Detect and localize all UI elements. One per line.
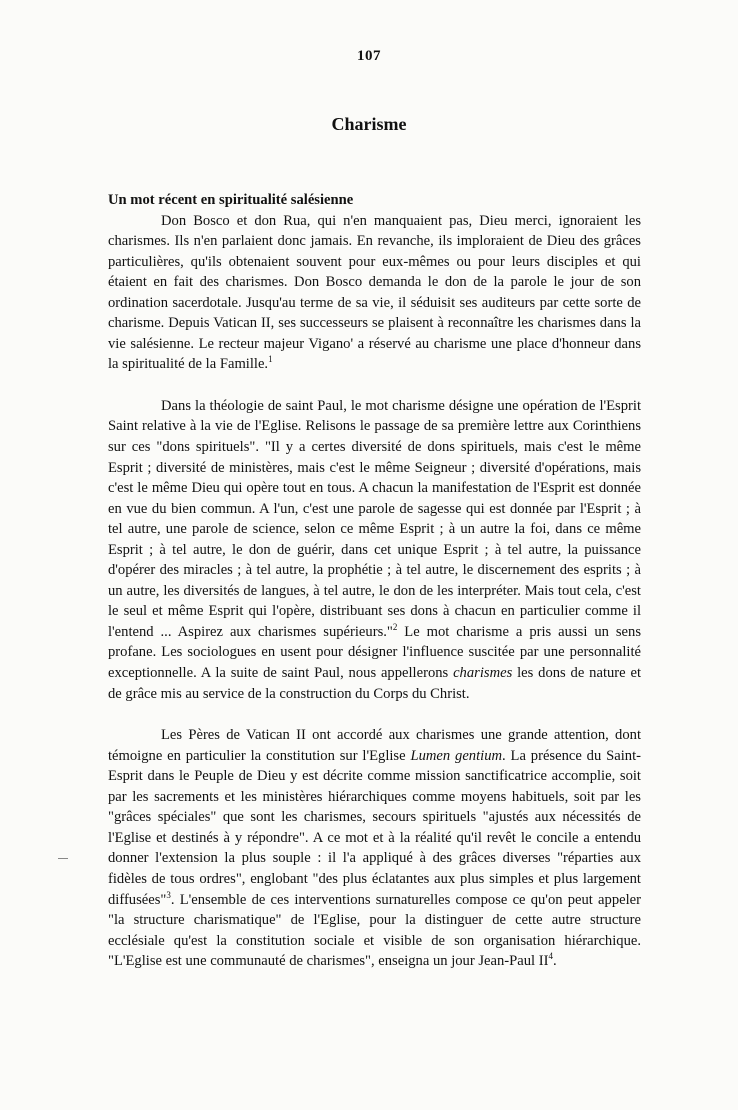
paragraph-3-text-d: . [552, 953, 557, 970]
footnote-ref-3: 3 [166, 889, 171, 900]
chapter-title: Charisme [331, 114, 407, 134]
paragraph-2-text-c: les dons de nature et de grâce mis au service de la construction du Corps du Christ. [108, 665, 642, 702]
page-number: 107 [357, 48, 381, 64]
paragraph-1-text: Don Bosco et don Rua, qui n'en manquaient pas, Dieu merci, ignoraient les charismes. Ils n'en parlaient donc jamais. En revanche, ils imploraient de Dieu des grâces particulières, qu'ils obtenaient souvent pour eux-mêmes ou pour leurs disciples et qui étaient en fait des charismes. Don Bosco demanda le don de la parole le jour de son ordination sacerdotale. Jusqu'au terme de sa vie, il séduisit ses auditeurs par cette sorte de charisme. Depuis Vatican II, ses successeurs se plaisent à reconnaître les charismes dans la vie salésienne. Le recteur majeur Vigano' a réservé au charisme une place d'honneur dans la spiritualité de la Famille. [108, 212, 641, 373]
paragraph-3-italic: Lumen gentium [410, 747, 503, 764]
paragraph-1 [108, 211, 641, 375]
footnote-ref-2: 2 [392, 622, 398, 633]
footnote-ref-1: 1 [268, 354, 273, 365]
paragraph-3 [108, 725, 641, 972]
paragraph-2-italic: charismes [453, 665, 513, 682]
paragraph-2-text-b: Le mot charisme a pris aussi un sens profane. Les sociologues en usent pour désigner l'influence suscitée par une personnalité exceptionnelle. A la suite de saint Paul, nous appellerons [108, 623, 641, 682]
paragraph-3-text-a: Les Pères de Vatican II ont accordé aux charismes une grande attention, dont témoigne en particulier la constitution sur l'Eglise [108, 727, 641, 764]
body-text [108, 190, 641, 972]
footnote-ref-4: 4 [548, 951, 553, 962]
paragraph-2-text-a: Dans la théologie de saint Paul, le mot charisme désigne une opération de l'Esprit Saint relative à la vie de l'Eglise. Relisons le passage de sa première lettre aux Corinthiens sur ces "dons spirituels". "Il y a certes diversité de dons spirituels, mais c'est le même Esprit ; diversité de ministères, mais c'est le même Seigneur ; diversité d'opérations, mais c'est le même Dieu qui opère tout en tous. A chacun la manifestation de l'Esprit est donnée en vue du bien commun. A l'un, c'est une parole de sagesse qui est donnée par l'Esprit ; à tel autre, une parole de science, selon ce même Esprit ; à un autre la foi, dans ce même Esprit ; à tel autre, le don de guérir, dans cet unique Esprit ; à tel autre, la puissance d'opérer des miracles ; à tel autre, la prophétie ; à tel autre, le discernement des esprits ; à un autre, les diversités de langues, à tel autre, le don de les interpréter. Mais tout cela, c'est le seul et même Esprit qui l'opère, distribuant ses dons à chacun en particulier comme il l'entend ... Aspirez aux charismes supérieurs." [108, 397, 641, 640]
margin-mark [58, 858, 68, 859]
paragraph-3-text-c: . L'ensemble de ces interventions surnaturelles compose ce qu'on peut appeler "la structure charismatique" de l'Eglise, pour la distinguer de cette autre structure ecclésiale qu'est la constitution sociale et visible de son organisation hiérarchique. "L'Eglise est une communauté de charismes", enseigna un jour Jean-Paul II [108, 891, 641, 970]
paragraph-3-text-b: . La présence du Saint-Esprit dans le Peuple de Dieu y est décrite comme mission sanctificatrice accomplie, soit par les sacrements et les ministères hiérarchiques comme moyens habituels, soit par les "grâces spéciales" que sont les charismes, secours spirituels "ajustés aux nécessités de l'Eglise et destinés à y répondre". A ce mot et à la réalité qu'il revêt le concile a entendu donner l'extension la plus souple : il l'a appliqué à des grâces diverses "réparties aux fidèles de tous ordres", englobant "des plus éclatantes aux plus simples et plus largement diffusées" [108, 747, 641, 908]
paragraph-2 [108, 396, 641, 704]
section-heading: Un mot récent en spiritualité salésienne [108, 192, 354, 208]
